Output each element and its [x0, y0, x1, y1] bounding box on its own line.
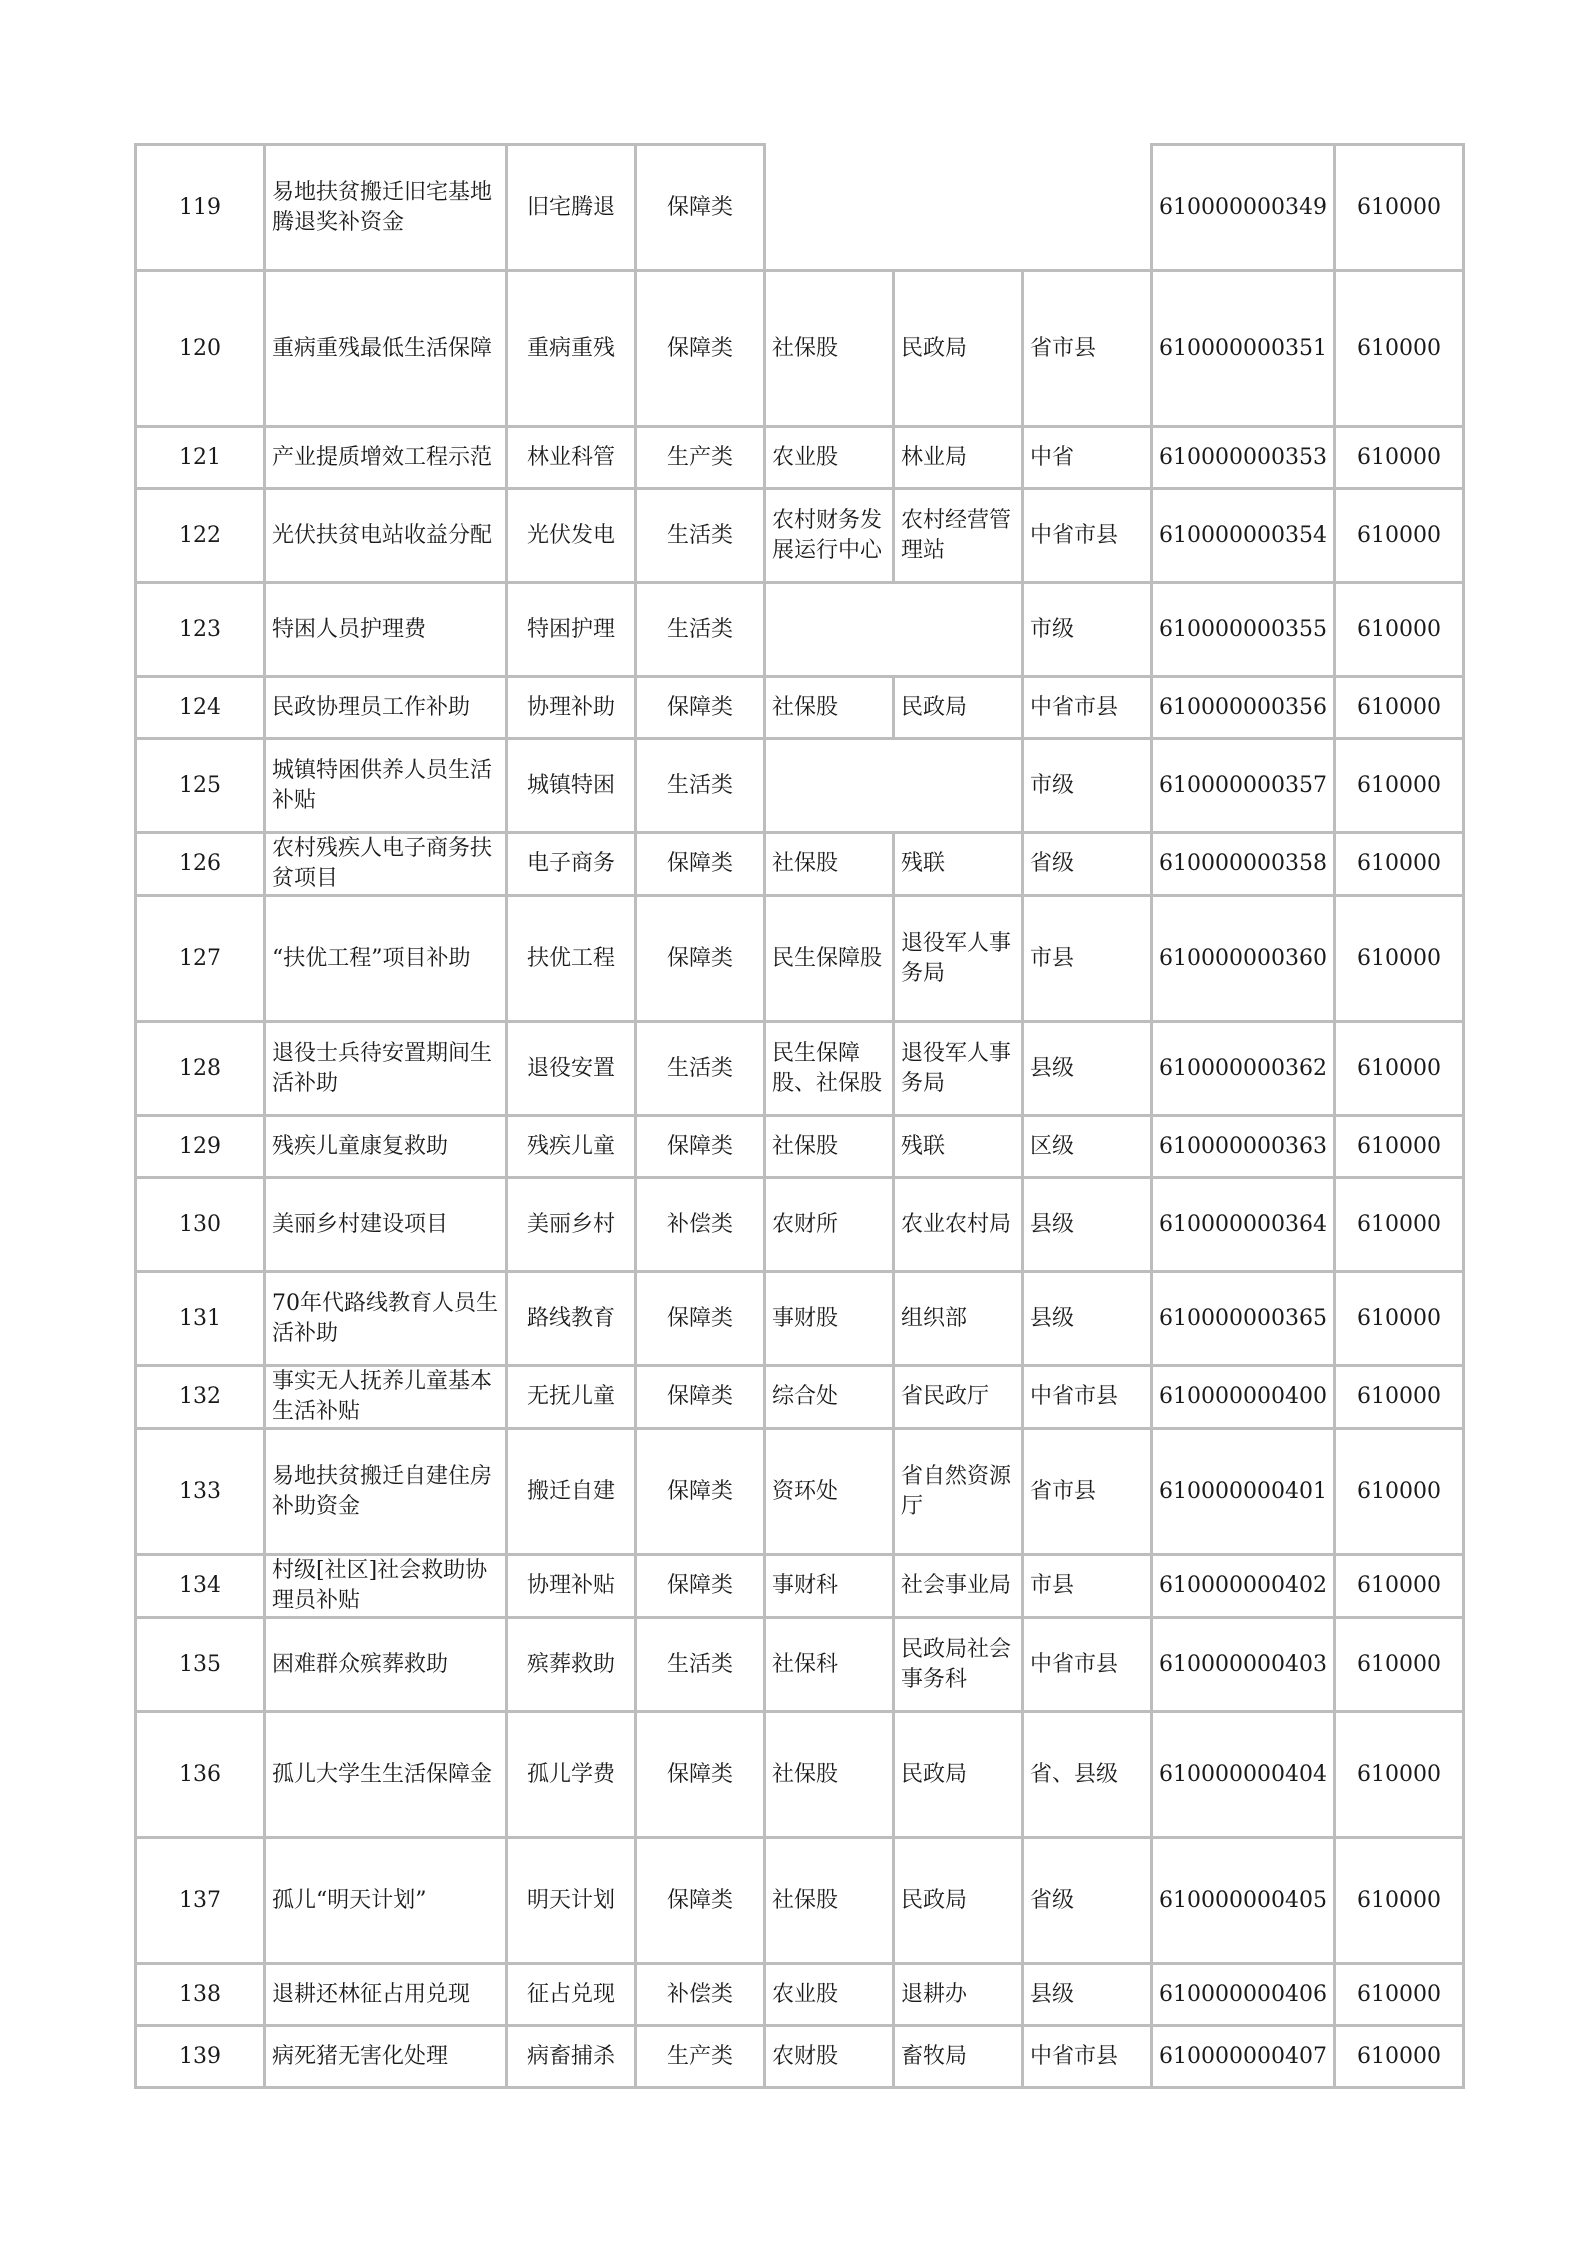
item-category: 保障类	[636, 1712, 765, 1838]
item-short-name: 协理补贴	[507, 1555, 636, 1618]
region-code: 610000	[1334, 1116, 1463, 1178]
item-category: 生产类	[636, 2026, 765, 2088]
responsible-agency: 畜牧局	[894, 2026, 1023, 2088]
item-short-name: 光伏发电	[507, 489, 636, 583]
fund-level: 省、县级	[1023, 1712, 1152, 1838]
item-category: 生产类	[636, 427, 765, 489]
item-category: 生活类	[636, 1022, 765, 1116]
item-name: 孤儿“明天计划”	[265, 1838, 507, 1964]
item-short-name: 搬迁自建	[507, 1429, 636, 1555]
item-category: 保障类	[636, 1272, 765, 1366]
item-short-name: 城镇特困	[507, 739, 636, 833]
item-name: 村级[社区]社会救助协理员补贴	[265, 1555, 507, 1618]
table-row	[136, 1712, 1464, 1838]
responsible-agency	[894, 739, 1023, 833]
table-row	[136, 1618, 1464, 1712]
item-name: 易地扶贫搬迁自建住房补助资金	[265, 1429, 507, 1555]
fund-level: 县级	[1023, 1022, 1152, 1116]
responsible-section: 社保股	[765, 833, 894, 896]
item-code: 610000000363	[1152, 1116, 1335, 1178]
item-name: 重病重残最低生活保障	[265, 271, 507, 427]
table-row	[136, 1366, 1464, 1429]
row-number: 125	[136, 739, 265, 833]
table-row	[136, 1838, 1464, 1964]
item-name: 退耕还林征占用兑现	[265, 1964, 507, 2026]
item-code: 610000000360	[1152, 896, 1335, 1022]
fund-level: 市级	[1023, 583, 1152, 677]
item-short-name: 旧宅腾退	[507, 145, 636, 271]
fund-level: 市县	[1023, 896, 1152, 1022]
table-row	[136, 1116, 1464, 1178]
responsible-agency: 退耕办	[894, 1964, 1023, 2026]
region-code: 610000	[1334, 896, 1463, 1022]
table-row	[136, 896, 1464, 1022]
item-category: 保障类	[636, 1838, 765, 1964]
fund-level: 中省市县	[1023, 677, 1152, 739]
item-code: 610000000353	[1152, 427, 1335, 489]
item-code: 610000000402	[1152, 1555, 1335, 1618]
item-category: 补偿类	[636, 1964, 765, 2026]
region-code: 610000	[1334, 489, 1463, 583]
responsible-agency: 组织部	[894, 1272, 1023, 1366]
row-number: 123	[136, 583, 265, 677]
item-code: 610000000405	[1152, 1838, 1335, 1964]
fund-level: 省市县	[1023, 271, 1152, 427]
responsible-section: 社保科	[765, 1618, 894, 1712]
item-short-name: 孤儿学费	[507, 1712, 636, 1838]
region-code: 610000	[1334, 1366, 1463, 1429]
region-code: 610000	[1334, 739, 1463, 833]
region-code: 610000	[1334, 1555, 1463, 1618]
item-name: “扶优工程”项目补助	[265, 896, 507, 1022]
responsible-agency: 林业局	[894, 427, 1023, 489]
table-row	[136, 2026, 1464, 2088]
region-code: 610000	[1334, 271, 1463, 427]
row-number: 134	[136, 1555, 265, 1618]
fund-level: 中省市县	[1023, 1366, 1152, 1429]
responsible-section: 社保股	[765, 677, 894, 739]
responsible-section: 社保股	[765, 1712, 894, 1838]
item-code: 610000000401	[1152, 1429, 1335, 1555]
table-row	[136, 1964, 1464, 2026]
item-code: 610000000404	[1152, 1712, 1335, 1838]
row-number: 139	[136, 2026, 265, 2088]
item-name: 退役士兵待安置期间生活补助	[265, 1022, 507, 1116]
item-short-name: 扶优工程	[507, 896, 636, 1022]
row-number: 131	[136, 1272, 265, 1366]
item-category: 保障类	[636, 1429, 765, 1555]
item-name: 民政协理员工作补助	[265, 677, 507, 739]
responsible-section: 事财股	[765, 1272, 894, 1366]
table-row	[136, 145, 1464, 271]
fund-level	[1023, 145, 1152, 271]
item-code: 610000000403	[1152, 1618, 1335, 1712]
region-code: 610000	[1334, 583, 1463, 677]
row-number: 133	[136, 1429, 265, 1555]
table-row	[136, 739, 1464, 833]
item-short-name: 病畜捕杀	[507, 2026, 636, 2088]
item-code: 610000000406	[1152, 1964, 1335, 2026]
item-name: 易地扶贫搬迁旧宅基地腾退奖补资金	[265, 145, 507, 271]
fund-level: 县级	[1023, 1178, 1152, 1272]
item-code: 610000000407	[1152, 2026, 1335, 2088]
item-code: 610000000362	[1152, 1022, 1335, 1116]
table-row	[136, 271, 1464, 427]
table-row	[136, 677, 1464, 739]
responsible-section: 资环处	[765, 1429, 894, 1555]
item-category: 保障类	[636, 677, 765, 739]
responsible-section	[765, 583, 894, 677]
row-number: 121	[136, 427, 265, 489]
region-code: 610000	[1334, 1838, 1463, 1964]
item-code: 610000000351	[1152, 271, 1335, 427]
item-name: 孤儿大学生生活保障金	[265, 1712, 507, 1838]
item-code: 610000000354	[1152, 489, 1335, 583]
table-row	[136, 489, 1464, 583]
responsible-agency: 民政局	[894, 271, 1023, 427]
item-category: 保障类	[636, 145, 765, 271]
item-name: 农村残疾人电子商务扶贫项目	[265, 833, 507, 896]
table-row	[136, 1272, 1464, 1366]
item-short-name: 林业科管	[507, 427, 636, 489]
responsible-agency: 社会事业局	[894, 1555, 1023, 1618]
table-body	[136, 145, 1464, 2088]
responsible-section: 事财科	[765, 1555, 894, 1618]
item-short-name: 路线教育	[507, 1272, 636, 1366]
item-code: 610000000349	[1152, 145, 1335, 271]
responsible-section	[765, 739, 894, 833]
item-category: 保障类	[636, 896, 765, 1022]
region-code: 610000	[1334, 1272, 1463, 1366]
responsible-section: 农财所	[765, 1178, 894, 1272]
item-category: 保障类	[636, 1116, 765, 1178]
item-name: 美丽乡村建设项目	[265, 1178, 507, 1272]
responsible-section: 民生保障股	[765, 896, 894, 1022]
responsible-agency: 省自然资源厅	[894, 1429, 1023, 1555]
responsible-agency: 民政局社会事务科	[894, 1618, 1023, 1712]
row-number: 138	[136, 1964, 265, 2026]
item-name: 光伏扶贫电站收益分配	[265, 489, 507, 583]
item-short-name: 残疾儿童	[507, 1116, 636, 1178]
item-category: 保障类	[636, 271, 765, 427]
row-number: 130	[136, 1178, 265, 1272]
item-name: 残疾儿童康复救助	[265, 1116, 507, 1178]
item-category: 生活类	[636, 583, 765, 677]
table-row	[136, 833, 1464, 896]
fund-level: 中省	[1023, 427, 1152, 489]
responsible-agency: 退役军人事务局	[894, 1022, 1023, 1116]
responsible-section: 综合处	[765, 1366, 894, 1429]
item-short-name: 电子商务	[507, 833, 636, 896]
item-short-name: 重病重残	[507, 271, 636, 427]
fund-level: 市级	[1023, 739, 1152, 833]
row-number: 120	[136, 271, 265, 427]
region-code: 610000	[1334, 677, 1463, 739]
item-code: 610000000365	[1152, 1272, 1335, 1366]
region-code: 610000	[1334, 833, 1463, 896]
item-code: 610000000356	[1152, 677, 1335, 739]
item-short-name: 征占兑现	[507, 1964, 636, 2026]
responsible-agency	[894, 145, 1023, 271]
row-number: 126	[136, 833, 265, 896]
responsible-section: 社保股	[765, 1838, 894, 1964]
row-number: 122	[136, 489, 265, 583]
row-number: 129	[136, 1116, 265, 1178]
item-category: 保障类	[636, 833, 765, 896]
region-code: 610000	[1334, 1618, 1463, 1712]
row-number: 124	[136, 677, 265, 739]
item-code: 610000000358	[1152, 833, 1335, 896]
item-category: 生活类	[636, 1618, 765, 1712]
item-short-name: 协理补助	[507, 677, 636, 739]
fund-table	[134, 143, 1465, 2089]
row-number: 136	[136, 1712, 265, 1838]
responsible-agency: 残联	[894, 1116, 1023, 1178]
item-short-name: 殡葬救助	[507, 1618, 636, 1712]
item-code: 610000000400	[1152, 1366, 1335, 1429]
table-row	[136, 427, 1464, 489]
region-code: 610000	[1334, 1712, 1463, 1838]
region-code: 610000	[1334, 1178, 1463, 1272]
item-short-name: 明天计划	[507, 1838, 636, 1964]
fund-level: 县级	[1023, 1272, 1152, 1366]
responsible-section: 社保股	[765, 271, 894, 427]
responsible-agency: 省民政厅	[894, 1366, 1023, 1429]
item-name: 事实无人抚养儿童基本生活补贴	[265, 1366, 507, 1429]
responsible-agency	[894, 583, 1023, 677]
item-short-name: 退役安置	[507, 1022, 636, 1116]
table-row	[136, 583, 1464, 677]
region-code: 610000	[1334, 2026, 1463, 2088]
responsible-agency: 民政局	[894, 1838, 1023, 1964]
item-short-name: 美丽乡村	[507, 1178, 636, 1272]
row-number: 128	[136, 1022, 265, 1116]
fund-level: 省级	[1023, 833, 1152, 896]
row-number: 135	[136, 1618, 265, 1712]
region-code: 610000	[1334, 145, 1463, 271]
item-code: 610000000364	[1152, 1178, 1335, 1272]
table-row	[136, 1555, 1464, 1618]
responsible-agency: 农业农村局	[894, 1178, 1023, 1272]
item-name: 城镇特困供养人员生活补贴	[265, 739, 507, 833]
fund-level: 中省市县	[1023, 1618, 1152, 1712]
row-number: 127	[136, 896, 265, 1022]
responsible-section: 民生保障股、社保股	[765, 1022, 894, 1116]
item-name: 产业提质增效工程示范	[265, 427, 507, 489]
fund-level: 省市县	[1023, 1429, 1152, 1555]
region-code: 610000	[1334, 1429, 1463, 1555]
responsible-section: 社保股	[765, 1116, 894, 1178]
responsible-agency: 民政局	[894, 677, 1023, 739]
table-row	[136, 1178, 1464, 1272]
item-name: 困难群众殡葬救助	[265, 1618, 507, 1712]
responsible-section: 农业股	[765, 427, 894, 489]
fund-level: 省级	[1023, 1838, 1152, 1964]
item-name: 特困人员护理费	[265, 583, 507, 677]
region-code: 610000	[1334, 1022, 1463, 1116]
fund-level: 区级	[1023, 1116, 1152, 1178]
item-code: 610000000357	[1152, 739, 1335, 833]
fund-level: 县级	[1023, 1964, 1152, 2026]
responsible-section: 农财股	[765, 2026, 894, 2088]
table-row	[136, 1022, 1464, 1116]
responsible-agency: 民政局	[894, 1712, 1023, 1838]
region-code: 610000	[1334, 427, 1463, 489]
item-short-name: 特困护理	[507, 583, 636, 677]
responsible-agency: 退役军人事务局	[894, 896, 1023, 1022]
responsible-section: 农村财务发展运行中心	[765, 489, 894, 583]
table-row	[136, 1429, 1464, 1555]
row-number: 119	[136, 145, 265, 271]
item-short-name: 无抚儿童	[507, 1366, 636, 1429]
item-code: 610000000355	[1152, 583, 1335, 677]
responsible-section	[765, 145, 894, 271]
fund-level: 中省市县	[1023, 489, 1152, 583]
responsible-section: 农业股	[765, 1964, 894, 2026]
row-number: 132	[136, 1366, 265, 1429]
fund-level: 中省市县	[1023, 2026, 1152, 2088]
item-category: 保障类	[636, 1366, 765, 1429]
item-name: 病死猪无害化处理	[265, 2026, 507, 2088]
responsible-agency: 残联	[894, 833, 1023, 896]
row-number: 137	[136, 1838, 265, 1964]
fund-level: 市县	[1023, 1555, 1152, 1618]
item-category: 生活类	[636, 489, 765, 583]
region-code: 610000	[1334, 1964, 1463, 2026]
item-name: 70年代路线教育人员生活补助	[265, 1272, 507, 1366]
item-category: 保障类	[636, 1555, 765, 1618]
item-category: 补偿类	[636, 1178, 765, 1272]
responsible-agency: 农村经营管理站	[894, 489, 1023, 583]
item-category: 生活类	[636, 739, 765, 833]
